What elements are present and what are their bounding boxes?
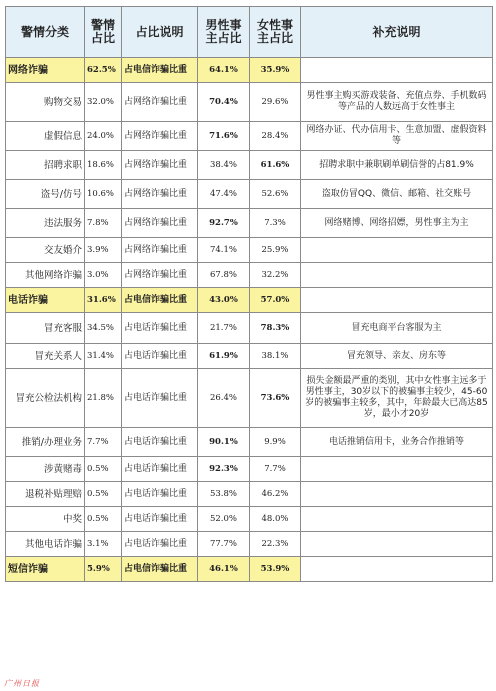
subcategory-row <box>6 507 493 532</box>
male-share-cell: 21.7% <box>198 313 250 344</box>
note-cell: 网络赌博、网络招嫖，男性事主为主 <box>301 209 493 238</box>
category-cell: 虚假信息 <box>6 122 85 151</box>
male-share-cell: 64.1% <box>198 58 250 83</box>
share-cell: 18.6% <box>85 151 122 180</box>
category-cell: 退税补贴理赔 <box>6 482 85 507</box>
male-share-cell: 61.9% <box>198 344 250 369</box>
share-desc-cell: 占网络诈骗比重 <box>122 83 198 122</box>
share-desc-cell: 占电话诈骗比重 <box>122 369 198 428</box>
male-share-cell: 74.1% <box>198 238 250 263</box>
share-desc-cell: 占电话诈骗比重 <box>122 313 198 344</box>
female-share-cell: 9.9% <box>250 428 301 457</box>
share-desc-cell: 占电话诈骗比重 <box>122 507 198 532</box>
share-cell: 0.5% <box>85 457 122 482</box>
male-share-cell: 92.3% <box>198 457 250 482</box>
category-cell: 冒充客服 <box>6 313 85 344</box>
subcategory-row <box>6 428 493 457</box>
share-desc-cell: 占网络诈骗比重 <box>122 180 198 209</box>
share-cell: 7.8% <box>85 209 122 238</box>
female-share-cell: 57.0% <box>250 288 301 313</box>
male-share-cell: 53.8% <box>198 482 250 507</box>
note-cell <box>301 482 493 507</box>
header-share-desc: 占比说明 <box>122 7 198 58</box>
subcategory-row <box>6 369 493 428</box>
female-share-cell: 35.9% <box>250 58 301 83</box>
share-desc-cell: 占网络诈骗比重 <box>122 238 198 263</box>
note-cell <box>301 457 493 482</box>
share-cell: 32.0% <box>85 83 122 122</box>
share-desc-cell: 占电话诈骗比重 <box>122 457 198 482</box>
female-share-cell: 22.3% <box>250 532 301 557</box>
header-row <box>6 7 493 58</box>
share-cell: 21.8% <box>85 369 122 428</box>
category-cell: 交友婚介 <box>6 238 85 263</box>
subcategory-row <box>6 122 493 151</box>
category-cell: 盗号/仿号 <box>6 180 85 209</box>
subcategory-row <box>6 344 493 369</box>
note-cell: 男性事主购买游戏装备、充值点券、手机数码等产品的人数远高于女性事主 <box>301 83 493 122</box>
subcategory-row <box>6 238 493 263</box>
male-share-cell: 26.4% <box>198 369 250 428</box>
male-share-cell: 67.8% <box>198 263 250 288</box>
table-body <box>6 58 493 582</box>
subcategory-row <box>6 180 493 209</box>
share-cell: 0.5% <box>85 482 122 507</box>
male-share-cell: 43.0% <box>198 288 250 313</box>
note-cell: 冒充电商平台客服为主 <box>301 313 493 344</box>
female-share-cell: 7.7% <box>250 457 301 482</box>
note-cell: 电话推销信用卡，业务合作推销等 <box>301 428 493 457</box>
share-cell: 3.1% <box>85 532 122 557</box>
male-share-cell: 52.0% <box>198 507 250 532</box>
share-cell: 31.4% <box>85 344 122 369</box>
note-cell <box>301 263 493 288</box>
category-cell: 网络诈骗 <box>6 58 85 83</box>
share-desc-cell: 占电信诈骗比重 <box>122 288 198 313</box>
female-share-cell: 73.6% <box>250 369 301 428</box>
fraud-statistics-table <box>5 6 493 582</box>
note-cell: 盗取仿冒QQ、微信、邮箱、社交账号 <box>301 180 493 209</box>
category-cell: 其他网络诈骗 <box>6 263 85 288</box>
share-desc-cell: 占网络诈骗比重 <box>122 122 198 151</box>
share-cell: 62.5% <box>85 58 122 83</box>
female-share-cell: 25.9% <box>250 238 301 263</box>
female-share-cell: 48.0% <box>250 507 301 532</box>
category-row <box>6 557 493 582</box>
header-category: 警情分类 <box>6 7 85 58</box>
share-cell: 0.5% <box>85 507 122 532</box>
female-share-cell: 28.4% <box>250 122 301 151</box>
share-desc-cell: 占网络诈骗比重 <box>122 209 198 238</box>
share-cell: 3.0% <box>85 263 122 288</box>
category-cell: 短信诈骗 <box>6 557 85 582</box>
subcategory-row <box>6 151 493 180</box>
category-cell: 其他电话诈骗 <box>6 532 85 557</box>
male-share-cell: 92.7% <box>198 209 250 238</box>
female-share-cell: 29.6% <box>250 83 301 122</box>
watermark-logo: 广州日报 <box>4 679 40 688</box>
header-female: 女性事主占比 <box>250 7 301 58</box>
share-desc-cell: 占电话诈骗比重 <box>122 344 198 369</box>
category-cell: 招聘求职 <box>6 151 85 180</box>
subcategory-row <box>6 209 493 238</box>
female-share-cell: 46.2% <box>250 482 301 507</box>
subcategory-row <box>6 263 493 288</box>
category-cell: 涉黄赌毒 <box>6 457 85 482</box>
share-desc-cell: 占电话诈骗比重 <box>122 482 198 507</box>
note-cell: 网络办证、代办信用卡、生意加盟、虚假资料等 <box>301 122 493 151</box>
header-share: 警情占比 <box>85 7 122 58</box>
male-share-cell: 77.7% <box>198 532 250 557</box>
subcategory-row <box>6 83 493 122</box>
note-cell: 损失金额最严重的类别，其中女性事主远多于男性事主，30岁以下的被骗事主较少，45-60岁的被骗事主较多，其中，年龄最大已高达85岁，最小才20岁 <box>301 369 493 428</box>
share-desc-cell: 占电话诈骗比重 <box>122 428 198 457</box>
share-cell: 7.7% <box>85 428 122 457</box>
share-desc-cell: 占电信诈骗比重 <box>122 557 198 582</box>
note-cell: 冒充领导、亲友、房东等 <box>301 344 493 369</box>
note-cell <box>301 288 493 313</box>
subcategory-row <box>6 313 493 344</box>
subcategory-row <box>6 532 493 557</box>
share-cell: 3.9% <box>85 238 122 263</box>
header-male: 男性事主占比 <box>198 7 250 58</box>
share-desc-cell: 占网络诈骗比重 <box>122 263 198 288</box>
category-row <box>6 288 493 313</box>
male-share-cell: 46.1% <box>198 557 250 582</box>
category-cell: 违法服务 <box>6 209 85 238</box>
category-cell: 中奖 <box>6 507 85 532</box>
category-cell: 冒充关系人 <box>6 344 85 369</box>
male-share-cell: 71.6% <box>198 122 250 151</box>
male-share-cell: 38.4% <box>198 151 250 180</box>
share-desc-cell: 占电信诈骗比重 <box>122 58 198 83</box>
note-cell <box>301 557 493 582</box>
note-cell: 招聘求职中兼职刷单刷信誉的占81.9% <box>301 151 493 180</box>
note-cell <box>301 58 493 83</box>
male-share-cell: 47.4% <box>198 180 250 209</box>
subcategory-row <box>6 457 493 482</box>
male-share-cell: 70.4% <box>198 83 250 122</box>
note-cell <box>301 507 493 532</box>
female-share-cell: 52.6% <box>250 180 301 209</box>
share-cell: 31.6% <box>85 288 122 313</box>
female-share-cell: 38.1% <box>250 344 301 369</box>
share-cell: 10.6% <box>85 180 122 209</box>
category-cell: 购物交易 <box>6 83 85 122</box>
male-share-cell: 90.1% <box>198 428 250 457</box>
female-share-cell: 32.2% <box>250 263 301 288</box>
female-share-cell: 7.3% <box>250 209 301 238</box>
header-note: 补充说明 <box>301 7 493 58</box>
subcategory-row <box>6 482 493 507</box>
category-cell: 冒充公检法机构 <box>6 369 85 428</box>
category-row <box>6 58 493 83</box>
female-share-cell: 78.3% <box>250 313 301 344</box>
share-desc-cell: 占网络诈骗比重 <box>122 151 198 180</box>
share-cell: 34.5% <box>85 313 122 344</box>
category-cell: 电话诈骗 <box>6 288 85 313</box>
female-share-cell: 53.9% <box>250 557 301 582</box>
female-share-cell: 61.6% <box>250 151 301 180</box>
note-cell <box>301 238 493 263</box>
category-cell: 推销/办理业务 <box>6 428 85 457</box>
share-cell: 24.0% <box>85 122 122 151</box>
share-desc-cell: 占电话诈骗比重 <box>122 532 198 557</box>
note-cell <box>301 532 493 557</box>
share-cell: 5.9% <box>85 557 122 582</box>
